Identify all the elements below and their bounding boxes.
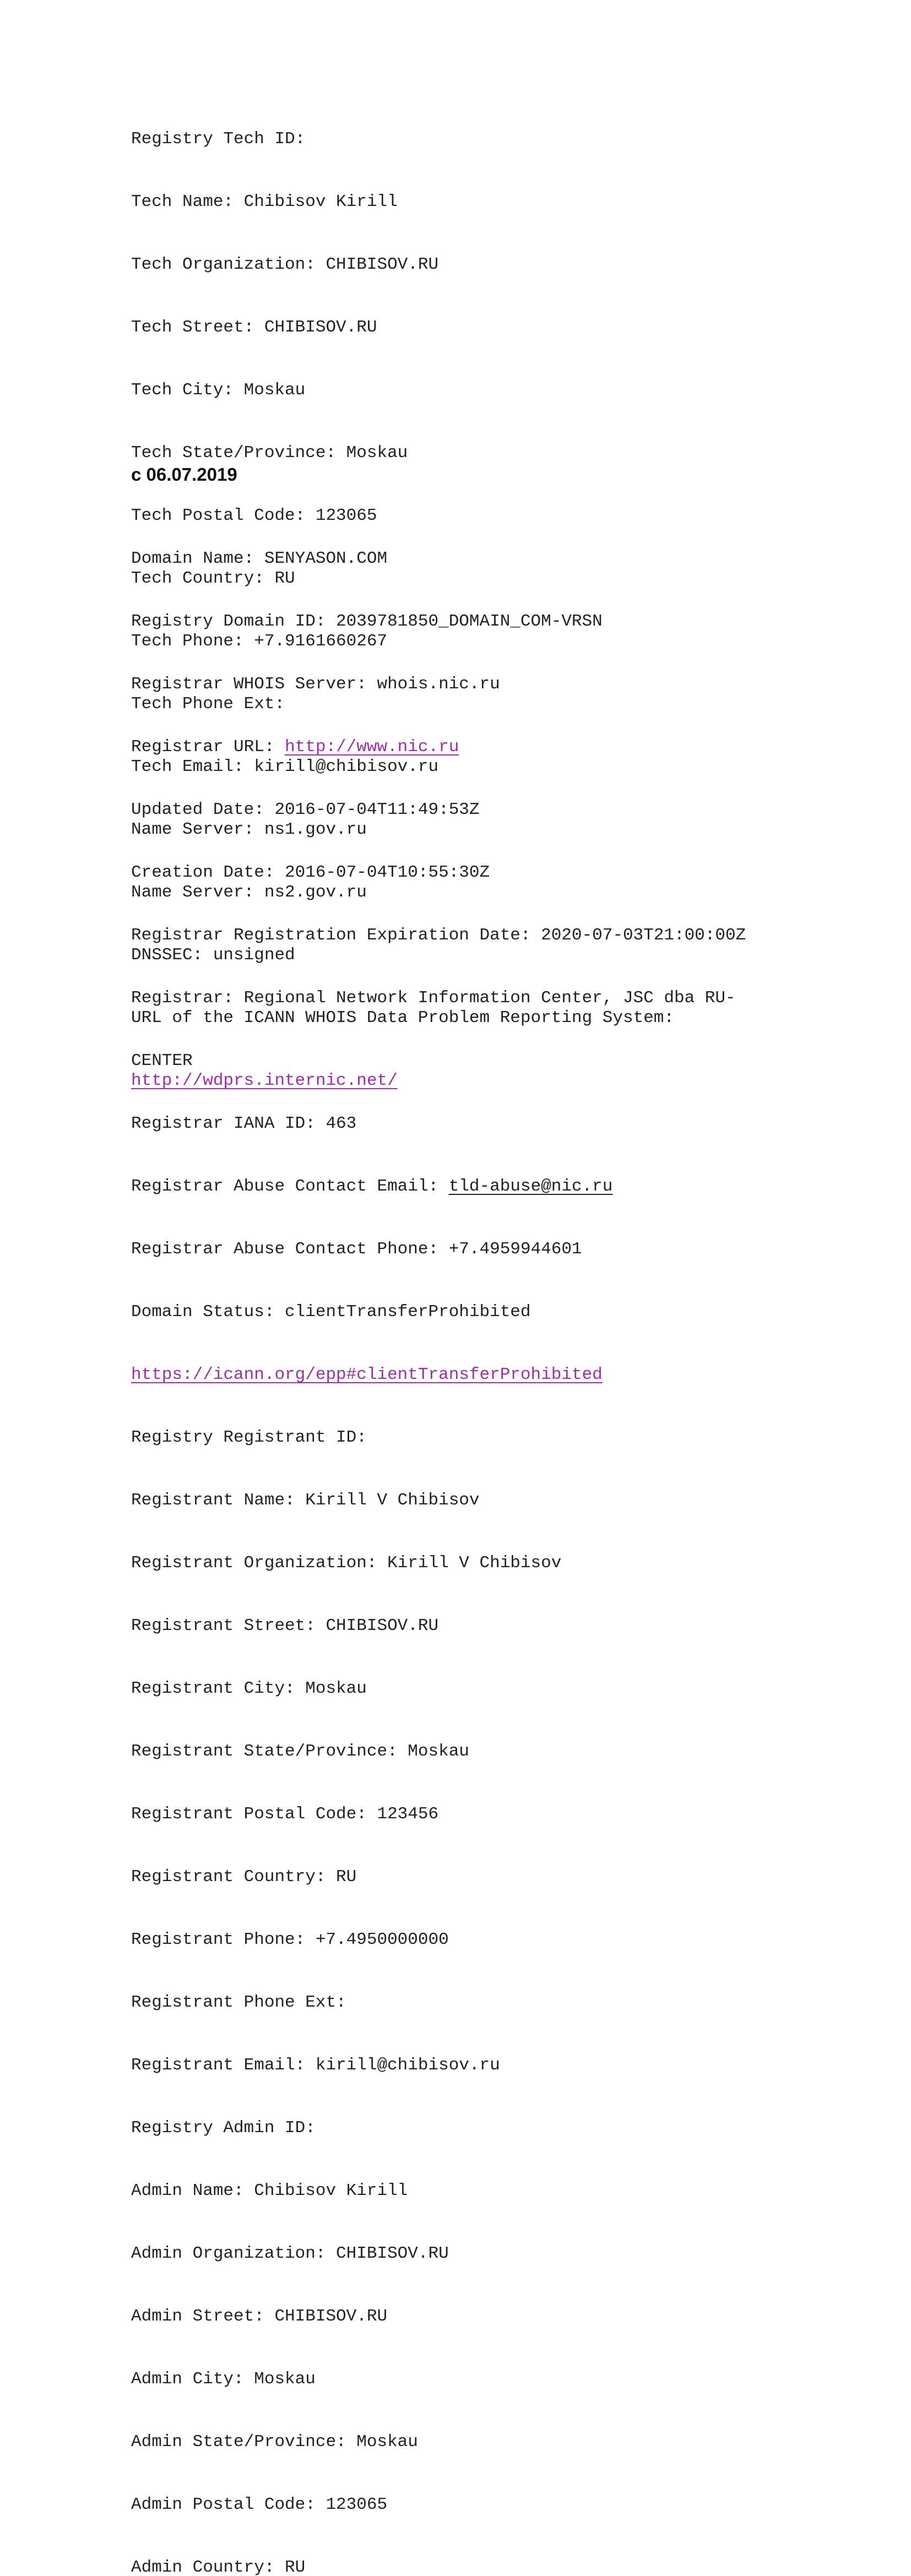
registrar-line: Registrar: Regional Network Information Center, JSC dba RU- bbox=[131, 988, 736, 1008]
whois-line: Registrant Name: Kirill V Chibisov bbox=[131, 1491, 480, 1510]
whois-line: Admin City: Moskau bbox=[131, 2370, 316, 2389]
whois-line: Registrant Phone Ext: bbox=[131, 1993, 346, 2012]
creation-date-line: Creation Date: 2016-07-04T10:55:30Z bbox=[131, 863, 490, 882]
whois-domain-section bbox=[131, 507, 746, 2576]
iana-id-line: Registrar IANA ID: 463 bbox=[131, 1114, 357, 1133]
whois-line: Registrant Organization: Kirill V Chibisov bbox=[131, 1553, 562, 1573]
whois-line: Admin Name: Chibisov Kirill bbox=[131, 2181, 408, 2200]
whois-line: Tech Postal Code: 123065 bbox=[131, 506, 377, 525]
status-link[interactable]: https://icann.org/epp#clientTransferProhibited bbox=[131, 1365, 603, 1384]
updated-date-line: Updated Date: 2016-07-04T11:49:53Z bbox=[131, 800, 480, 819]
whois-line: Tech City: Moskau bbox=[131, 381, 306, 400]
whois-line: Admin State/Province: Moskau bbox=[131, 2432, 418, 2452]
section-date-heading: c 06.07.2019 bbox=[131, 464, 237, 485]
registry-domain-id-line: Registry Domain ID: 2039781850_DOMAIN_COM-VRSN bbox=[131, 612, 603, 631]
whois-line: Registrant Phone: +7.4950000000 bbox=[131, 1930, 449, 1949]
whois-line: Name Server: ns2.gov.ru bbox=[131, 883, 367, 902]
domain-name-line: Domain Name: SENYASON.COM bbox=[131, 549, 388, 568]
registrar-line-continued: CENTER bbox=[131, 1051, 193, 1070]
abuse-phone-line: Registrar Abuse Contact Phone: +7.4959944601 bbox=[131, 1240, 582, 1259]
whois-line: Registrant Email: kirill@chibisov.ru bbox=[131, 2056, 500, 2075]
registrar-url-label: Registrar URL: bbox=[131, 737, 285, 757]
expiration-date-line: Registrar Registration Expiration Date: 2020-07-03T21:00:00Z bbox=[131, 926, 746, 945]
whois-server-line: Registrar WHOIS Server: whois.nic.ru bbox=[131, 675, 500, 694]
whois-line: Tech Country: RU bbox=[131, 569, 295, 588]
whois-line: DNSSEC: unsigned bbox=[131, 945, 295, 965]
registrar-url-link[interactable]: http://www.nic.ru bbox=[285, 737, 459, 757]
whois-line: Tech Phone Ext: bbox=[131, 694, 285, 714]
whois-line: Registrant Street: CHIBISOV.RU bbox=[131, 1616, 439, 1635]
abuse-email-label: Registrar Abuse Contact Email: bbox=[131, 1177, 449, 1196]
whois-line: Admin Organization: CHIBISOV.RU bbox=[131, 2244, 449, 2263]
whois-line: Tech State/Province: Moskau bbox=[131, 443, 408, 463]
whois-line: Admin Street: CHIBISOV.RU bbox=[131, 2307, 388, 2326]
registrar-url-line bbox=[131, 737, 746, 758]
whois-line: Tech Street: CHIBISOV.RU bbox=[131, 318, 377, 337]
abuse-email-link[interactable]: tld-abuse@nic.ru bbox=[448, 1177, 613, 1196]
whois-line: Registrant Postal Code: 123456 bbox=[131, 1805, 439, 1824]
whois-line: Registrant Country: RU bbox=[131, 1867, 357, 1887]
whois-line: Registry Tech ID: bbox=[131, 129, 306, 149]
whois-line: Registry Admin ID: bbox=[131, 2118, 316, 2138]
whois-line: Admin Country: RU bbox=[131, 2558, 306, 2576]
whois-line: Admin Postal Code: 123065 bbox=[131, 2495, 388, 2514]
whois-line: Registrant City: Moskau bbox=[131, 1679, 367, 1698]
status-link-line bbox=[131, 1365, 746, 1385]
whois-line: Tech Name: Chibisov Kirill bbox=[131, 192, 398, 211]
whois-line: Name Server: ns1.gov.ru bbox=[131, 820, 367, 839]
wdprs-link[interactable]: http://wdprs.internic.net/ bbox=[131, 1071, 398, 1090]
whois-line: Registry Registrant ID: bbox=[131, 1428, 367, 1447]
domain-status-line: Domain Status: clientTransferProhibited bbox=[131, 1302, 531, 1322]
whois-line: Registrant State/Province: Moskau bbox=[131, 1742, 469, 1761]
whois-line: Tech Email: kirill@chibisov.ru bbox=[131, 757, 439, 776]
abuse-email-line bbox=[131, 1176, 746, 1197]
whois-line: Tech Organization: CHIBISOV.RU bbox=[131, 255, 439, 274]
whois-line: Tech Phone: +7.9161660267 bbox=[131, 632, 388, 651]
whois-line: URL of the ICANN WHOIS Data Problem Reporting System: bbox=[131, 1008, 674, 1028]
